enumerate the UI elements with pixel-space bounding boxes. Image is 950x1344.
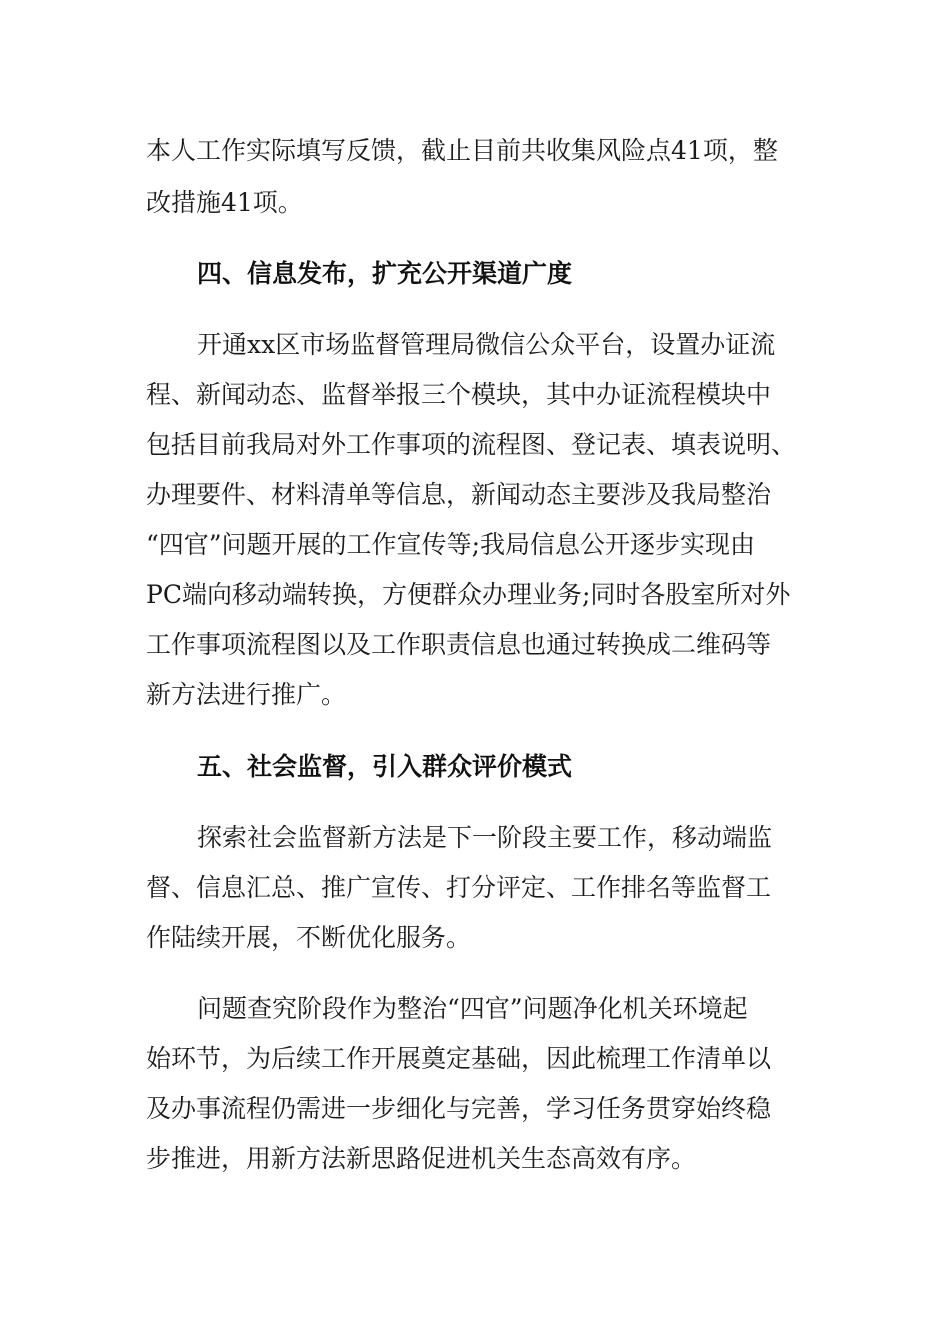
paragraph-line: 作陆续开展，不断优化服务。	[146, 923, 472, 952]
paragraph-line: 办理要件、材料清单等信息，新闻动态主要涉及我局整治	[146, 480, 772, 509]
paragraph-line: 问题查究阶段作为整治“四官”问题净化机关环境起	[197, 994, 748, 1023]
paragraph-line: 及办事流程仍需进一步细化与完善，学习任务贯穿始终稳	[146, 1094, 772, 1123]
paragraph-line: 始环节，为后续工作开展奠定基础，因此梳理工作清单以	[146, 1044, 772, 1073]
paragraph-line: 包括目前我局对外工作事项的流程图、登记表、填表说明、	[146, 430, 797, 459]
paragraph-line: 督、信息汇总、推广宣传、打分评定、工作排名等监督工	[146, 873, 772, 902]
paragraph-line: PC端向移动端转换，方便群众办理业务;同时各股室所对外	[146, 580, 791, 609]
paragraph-line: 程、新闻动态、监督举报三个模块，其中办证流程模块中	[146, 380, 772, 409]
section-heading: 五、社会监督，引入群众评价模式	[197, 752, 573, 781]
paragraph-line: 步推进，用新方法新思路促进机关生态高效有序。	[146, 1144, 697, 1173]
paragraph-line: “四官”问题开展的工作宣传等;我局信息公开逐步实现由	[146, 530, 755, 559]
section-heading: 四、信息发布，扩充公开渠道广度	[197, 259, 573, 288]
paragraph-line: 开通xx区市场监督管理局微信公众平台，设置办证流	[197, 330, 776, 359]
paragraph-line: 工作事项流程图以及工作职责信息也通过转换成二维码等	[146, 630, 772, 659]
paragraph-line: 新方法进行推广。	[146, 680, 347, 709]
paragraph-line: 探索社会监督新方法是下一阶段主要工作，移动端监	[197, 823, 773, 852]
paragraph-line: 本人工作实际填写反馈，截止目前共收集风险点41项，整	[146, 136, 778, 165]
paragraph-line: 改措施41项。	[146, 188, 303, 217]
